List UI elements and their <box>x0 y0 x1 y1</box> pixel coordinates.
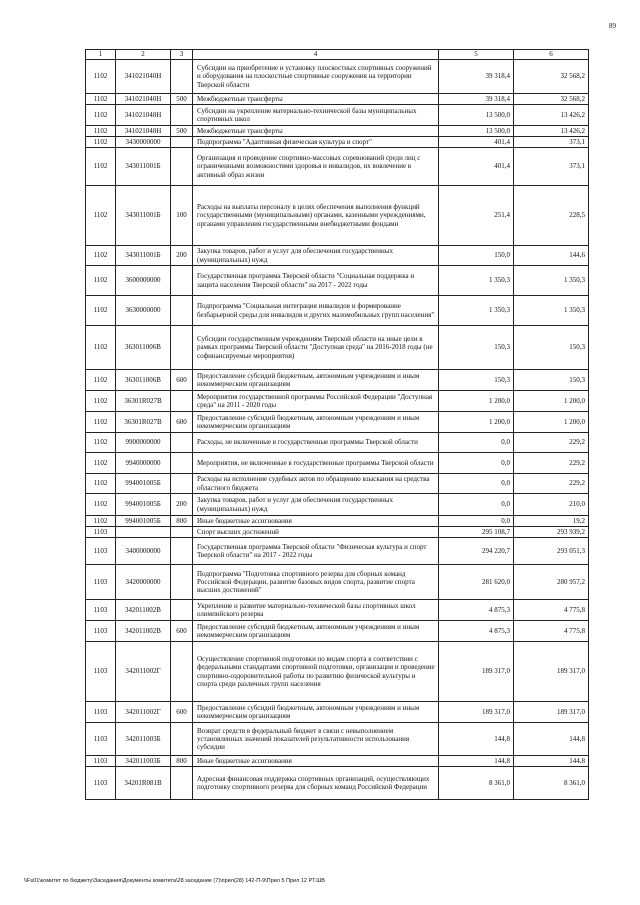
table-row <box>86 494 589 516</box>
target-article-cell: 342011002В <box>116 600 171 621</box>
target-article-cell: 342011002Г <box>116 702 171 723</box>
planned-amount-cell: 189 317,0 <box>439 702 514 723</box>
actual-amount-cell: 4 775,8 <box>514 621 589 642</box>
description-cell: Предоставление субсидий бюджетным, автономным учреждениям и иным некоммерческим организациям <box>193 412 439 433</box>
table-row <box>86 433 589 453</box>
planned-amount-cell: 150,3 <box>439 326 514 370</box>
actual-amount-cell: 32 568,2 <box>514 60 589 94</box>
actual-amount-cell: 4 775,8 <box>514 600 589 621</box>
actual-amount-cell: 210,0 <box>514 494 589 516</box>
description-cell: Предоставление субсидий бюджетным, автономным учреждениям и иным некоммерческим организациям <box>193 702 439 723</box>
table-row <box>86 266 589 296</box>
section-code-cell: 1103 <box>86 565 116 600</box>
planned-amount-cell: 1 200,0 <box>439 391 514 412</box>
planned-amount-cell: 0,0 <box>439 494 514 516</box>
table-row <box>86 94 589 105</box>
planned-amount-cell: 0,0 <box>439 474 514 494</box>
expense-type-cell <box>171 326 193 370</box>
target-article-cell: 994001005Б <box>116 474 171 494</box>
planned-amount-cell: 4 875,3 <box>439 621 514 642</box>
table-row <box>86 565 589 600</box>
expense-type-cell: 600 <box>171 621 193 642</box>
description-cell: Субсидии на укрепление материально-технической базы муниципальных спортивных школ <box>193 105 439 126</box>
target-article-cell: 363011006В <box>116 370 171 391</box>
table-row <box>86 246 589 266</box>
expense-type-cell: 800 <box>171 756 193 767</box>
actual-amount-cell: 373,1 <box>514 148 589 186</box>
planned-amount-cell: 189 317,0 <box>439 642 514 702</box>
expense-type-cell <box>171 137 193 148</box>
expense-type-cell <box>171 527 193 538</box>
planned-amount-cell: 39 318,4 <box>439 60 514 94</box>
description-cell: Расходы на выплаты персоналу в целях обеспечения выполнения функций государственными (муниципальными) органами, казенными учреждениями, органами управления государственными внебюджетными фондами <box>193 186 439 246</box>
planned-amount-cell: 8 361,0 <box>439 767 514 800</box>
expense-type-cell: 200 <box>171 246 193 266</box>
table-row <box>86 600 589 621</box>
planned-amount-cell: 0,0 <box>439 433 514 453</box>
table-row <box>86 148 589 186</box>
expense-type-cell <box>171 148 193 186</box>
planned-amount-cell: 0,0 <box>439 453 514 474</box>
expense-type-cell <box>171 565 193 600</box>
planned-amount-cell: 13 500,0 <box>439 105 514 126</box>
target-article-cell: 343011001Б <box>116 186 171 246</box>
actual-amount-cell: 144,8 <box>514 723 589 756</box>
target-article-cell: 343011001Б <box>116 148 171 186</box>
table-row <box>86 538 589 565</box>
section-code-cell: 1103 <box>86 600 116 621</box>
table-row <box>86 326 589 370</box>
table-row <box>86 137 589 148</box>
table-row <box>86 756 589 767</box>
planned-amount-cell: 401,4 <box>439 137 514 148</box>
target-article-cell: 342011002Г <box>116 642 171 702</box>
section-code-cell: 1102 <box>86 266 116 296</box>
section-code-cell: 1102 <box>86 494 116 516</box>
description-cell: Подпрограмма "Подготовка спортивного резерва для сборных команд Российской Федерации, развитие базовых видов спорта, развитие спорта высших достижений" <box>193 565 439 600</box>
header-cell: 6 <box>514 50 589 60</box>
description-cell: Адресная финансовая поддержка спортивных организаций, осуществляющих подготовку спортивного резерва для сборных команд Российской Федерации <box>193 767 439 800</box>
table-row <box>86 105 589 126</box>
description-cell: Возврат средств в федеральный бюджет в связи с невыполнением установленных значений показателей результативности использования субсидии <box>193 723 439 756</box>
actual-amount-cell: 280 957,2 <box>514 565 589 600</box>
actual-amount-cell: 373,1 <box>514 137 589 148</box>
expense-type-cell: 600 <box>171 370 193 391</box>
description-cell: Иные бюджетные ассигнования <box>193 516 439 527</box>
table-row <box>86 723 589 756</box>
section-code-cell: 1103 <box>86 538 116 565</box>
actual-amount-cell: 1 200,0 <box>514 412 589 433</box>
expense-type-cell <box>171 723 193 756</box>
planned-amount-cell: 401,4 <box>439 148 514 186</box>
table-row <box>86 516 589 527</box>
target-article-cell: 34201R081В <box>116 767 171 800</box>
target-article-cell <box>116 527 171 538</box>
table-row <box>86 296 589 326</box>
target-article-cell: 341021048Н <box>116 126 171 137</box>
target-article-cell: 3600000000 <box>116 266 171 296</box>
description-cell: Расходы на исполнение судебных актов по обращению взыскания на средства областного бюджета <box>193 474 439 494</box>
target-article-cell: 9940000000 <box>116 453 171 474</box>
table-row <box>86 412 589 433</box>
table-row <box>86 702 589 723</box>
actual-amount-cell: 293 051,3 <box>514 538 589 565</box>
actual-amount-cell: 8 361,0 <box>514 767 589 800</box>
planned-amount-cell: 144,8 <box>439 756 514 767</box>
expense-type-cell <box>171 600 193 621</box>
file-path-footer: \\Fs01\комитет по бюджету\Заседания\Документы комитета\28 заседание (7)\прил(28) 142-П-9\Прил 5 Прил 12 РТ.ШВ <box>24 878 325 884</box>
table-row <box>86 60 589 94</box>
actual-amount-cell: 228,5 <box>514 186 589 246</box>
table-row <box>86 391 589 412</box>
actual-amount-cell: 1 350,3 <box>514 266 589 296</box>
description-cell: Подпрограмма "Социальная интеграция инвалидов и формирование безбарьерной среды для инвалидов и других маломобильных групп населения" <box>193 296 439 326</box>
expense-type-cell: 600 <box>171 702 193 723</box>
actual-amount-cell: 13 426,2 <box>514 126 589 137</box>
section-code-cell: 1102 <box>86 105 116 126</box>
target-article-cell: 3400000000 <box>116 538 171 565</box>
target-article-cell: 36301R027В <box>116 391 171 412</box>
expense-type-cell <box>171 105 193 126</box>
planned-amount-cell: 4 875,3 <box>439 600 514 621</box>
target-article-cell: 363011006В <box>116 326 171 370</box>
actual-amount-cell: 189 317,0 <box>514 642 589 702</box>
planned-amount-cell: 1 350,3 <box>439 296 514 326</box>
section-code-cell: 1102 <box>86 453 116 474</box>
description-cell: Субсидии на приобретение и установку плоскостных спортивных сооружений и оборудования на плоскостные спортивные сооружения на территории Тверской области <box>193 60 439 94</box>
planned-amount-cell: 150,3 <box>439 370 514 391</box>
actual-amount-cell: 1 350,3 <box>514 296 589 326</box>
actual-amount-cell: 1 200,0 <box>514 391 589 412</box>
expense-type-cell: 600 <box>171 412 193 433</box>
section-code-cell: 1103 <box>86 527 116 538</box>
section-code-cell: 1102 <box>86 516 116 527</box>
section-code-cell: 1102 <box>86 296 116 326</box>
target-article-cell: 3420000000 <box>116 565 171 600</box>
expense-type-cell <box>171 433 193 453</box>
description-cell: Расходы, не включенные в государственные программы Тверской области <box>193 433 439 453</box>
description-cell: Закупка товаров, работ и услуг для обеспечения государственных (муниципальных) нужд <box>193 246 439 266</box>
expense-type-cell <box>171 391 193 412</box>
section-code-cell: 1102 <box>86 186 116 246</box>
table-row <box>86 621 589 642</box>
target-article-cell: 3630000000 <box>116 296 171 326</box>
expense-type-cell: 200 <box>171 494 193 516</box>
table-row <box>86 767 589 800</box>
actual-amount-cell: 32 568,2 <box>514 94 589 105</box>
target-article-cell: 343011001Б <box>116 246 171 266</box>
section-code-cell: 1103 <box>86 642 116 702</box>
expense-type-cell <box>171 767 193 800</box>
planned-amount-cell: 1 200,0 <box>439 412 514 433</box>
expense-type-cell <box>171 60 193 94</box>
planned-amount-cell: 294 220,7 <box>439 538 514 565</box>
actual-amount-cell: 144,8 <box>514 756 589 767</box>
section-code-cell: 1102 <box>86 94 116 105</box>
planned-amount-cell: 39 318,4 <box>439 94 514 105</box>
actual-amount-cell: 229,2 <box>514 474 589 494</box>
actual-amount-cell: 19,2 <box>514 516 589 527</box>
planned-amount-cell: 251,4 <box>439 186 514 246</box>
target-article-cell: 9900000000 <box>116 433 171 453</box>
expense-type-cell <box>171 266 193 296</box>
header-cell: 1 <box>86 50 116 60</box>
section-code-cell: 1102 <box>86 246 116 266</box>
section-code-cell: 1102 <box>86 126 116 137</box>
table-row <box>86 186 589 246</box>
section-code-cell: 1103 <box>86 702 116 723</box>
target-article-cell: 994001005Б <box>116 494 171 516</box>
target-article-cell: 341021040Н <box>116 60 171 94</box>
table-row <box>86 527 589 538</box>
description-cell: Государственная программа Тверской области "Социальная поддержка и защита населения Тверской области" на 2017 - 2022 годы <box>193 266 439 296</box>
actual-amount-cell: 293 939,2 <box>514 527 589 538</box>
expense-type-cell <box>171 538 193 565</box>
planned-amount-cell: 144,8 <box>439 723 514 756</box>
expense-type-cell <box>171 474 193 494</box>
target-article-cell: 3430000000 <box>116 137 171 148</box>
actual-amount-cell: 229,2 <box>514 453 589 474</box>
description-cell: Государственная программа Тверской области "Физическая культура и спорт Тверской области" на 2017 - 2022 годы <box>193 538 439 565</box>
target-article-cell: 341021048Н <box>116 105 171 126</box>
description-cell: Подпрограмма "Адаптивная физическая культура и спорт" <box>193 137 439 148</box>
actual-amount-cell: 13 426,2 <box>514 105 589 126</box>
description-cell: Укрепление и развитие материально-технической базы спортивных школ олимпийского резерва <box>193 600 439 621</box>
planned-amount-cell: 150,0 <box>439 246 514 266</box>
target-article-cell: 994001005Б <box>116 516 171 527</box>
actual-amount-cell: 150,3 <box>514 326 589 370</box>
description-cell: Межбюджетные трансферты <box>193 94 439 105</box>
page-number: 89 <box>609 22 616 30</box>
description-cell: Осуществление спортивной подготовки по видам спорта в соответствии с федеральными стандартами спортивной подготовки, организация и проведение спортивно-оздоровительной работы по развитию физической культуры и спорта среди различных групп населения <box>193 642 439 702</box>
description-cell: Мероприятия, не включенные в государственные программы Тверской области <box>193 453 439 474</box>
header-cell: 3 <box>171 50 193 60</box>
section-code-cell: 1103 <box>86 767 116 800</box>
section-code-cell: 1102 <box>86 412 116 433</box>
description-cell: Субсидии государственным учреждениям Тверской области на иные цели в рамках программы Тверской области "Доступная среда" на 2016-2018 годы (не софинансируемые мероприятия) <box>193 326 439 370</box>
expense-type-cell: 100 <box>171 186 193 246</box>
actual-amount-cell: 144,6 <box>514 246 589 266</box>
planned-amount-cell: 0,0 <box>439 516 514 527</box>
actual-amount-cell: 189 317,0 <box>514 702 589 723</box>
section-code-cell: 1102 <box>86 137 116 148</box>
budget-table <box>85 49 589 800</box>
planned-amount-cell: 295 108,7 <box>439 527 514 538</box>
section-code-cell: 1102 <box>86 326 116 370</box>
section-code-cell: 1102 <box>86 148 116 186</box>
section-code-cell: 1102 <box>86 370 116 391</box>
description-cell: Иные бюджетные ассигнования <box>193 756 439 767</box>
expense-type-cell <box>171 296 193 326</box>
table-row <box>86 126 589 137</box>
planned-amount-cell: 1 350,3 <box>439 266 514 296</box>
actual-amount-cell: 229,2 <box>514 433 589 453</box>
target-article-cell: 342011003Б <box>116 756 171 767</box>
target-article-cell: 342011003Б <box>116 723 171 756</box>
section-code-cell: 1103 <box>86 756 116 767</box>
expense-type-cell: 500 <box>171 94 193 105</box>
description-cell: Закупка товаров, работ и услуг для обеспечения государственных (муниципальных) нужд <box>193 494 439 516</box>
table-row <box>86 370 589 391</box>
expense-type-cell <box>171 453 193 474</box>
description-cell: Мероприятия государственной программы Российской Федерации "Доступная среда" на 2011 - 2020 годы <box>193 391 439 412</box>
table-row <box>86 453 589 474</box>
target-article-cell: 36301R027В <box>116 412 171 433</box>
description-cell: Межбюджетные трансферты <box>193 126 439 137</box>
section-code-cell: 1102 <box>86 60 116 94</box>
header-cell: 5 <box>439 50 514 60</box>
actual-amount-cell: 150,3 <box>514 370 589 391</box>
planned-amount-cell: 13 500,0 <box>439 126 514 137</box>
expense-type-cell: 800 <box>171 516 193 527</box>
section-code-cell: 1102 <box>86 474 116 494</box>
target-article-cell: 342011002В <box>116 621 171 642</box>
table-row <box>86 474 589 494</box>
table-row <box>86 642 589 702</box>
target-article-cell: 341021040Н <box>116 94 171 105</box>
description-cell: Предоставление субсидий бюджетным, автономным учреждениям и иным некоммерческим организациям <box>193 621 439 642</box>
description-cell: Спорт высших достижений <box>193 527 439 538</box>
header-cell: 2 <box>116 50 171 60</box>
table-header-row <box>86 50 589 60</box>
expense-type-cell: 500 <box>171 126 193 137</box>
section-code-cell: 1103 <box>86 723 116 756</box>
header-cell: 4 <box>193 50 439 60</box>
description-cell: Организация и проведение спортивно-массовых соревнований среди лиц с ограниченными возможностями здоровья и инвалидов, их вовлечение в активный образ жизни <box>193 148 439 186</box>
planned-amount-cell: 281 620,0 <box>439 565 514 600</box>
section-code-cell: 1102 <box>86 433 116 453</box>
section-code-cell: 1103 <box>86 621 116 642</box>
description-cell: Предоставление субсидий бюджетным, автономным учреждениям и иным некоммерческим организациям <box>193 370 439 391</box>
section-code-cell: 1102 <box>86 391 116 412</box>
expense-type-cell <box>171 642 193 702</box>
